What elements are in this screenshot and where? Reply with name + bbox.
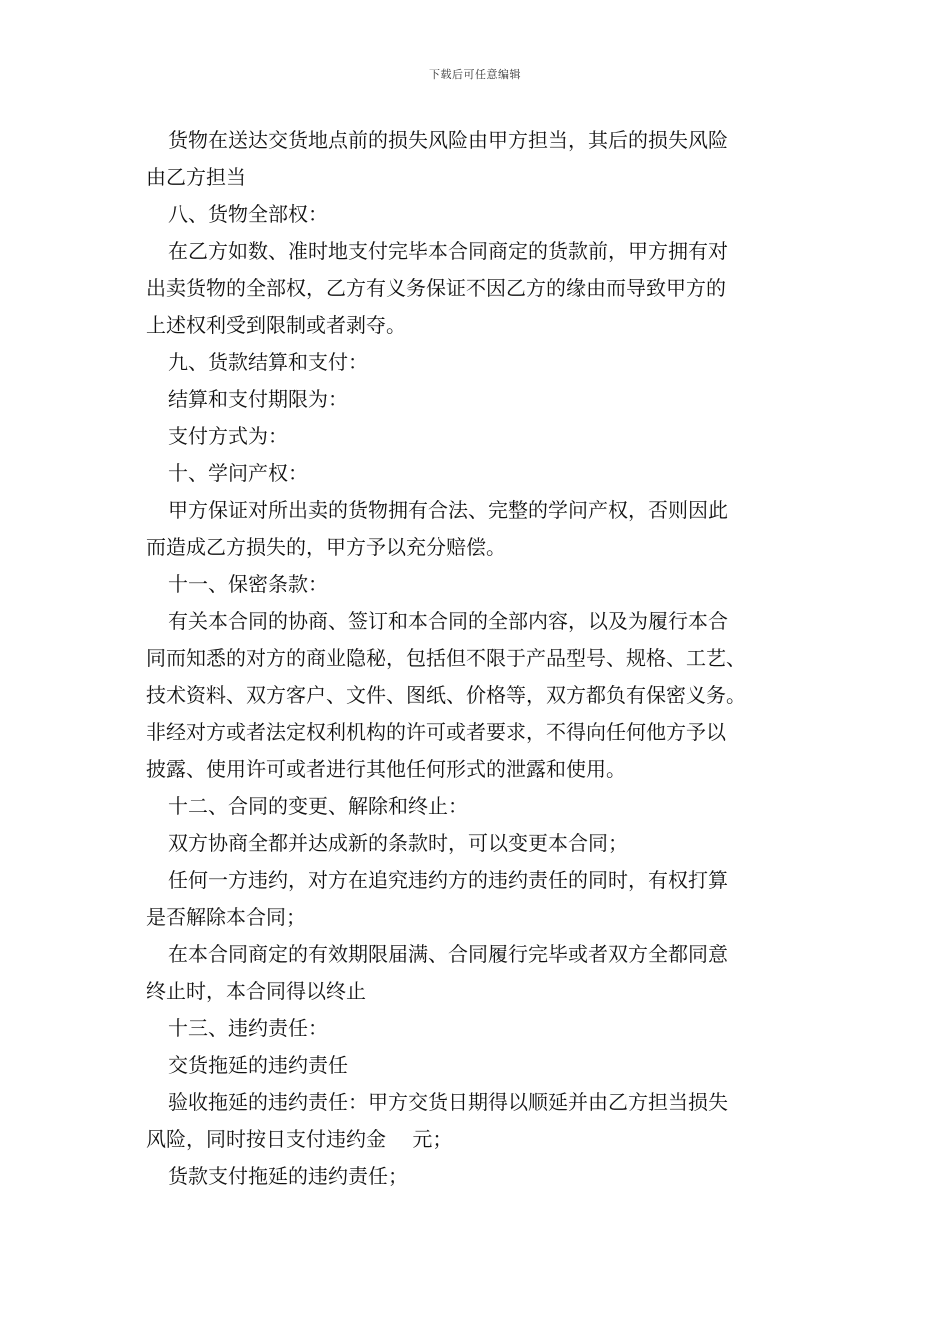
- text-line: 任何一方违约，对方在追究违约方的违约责任的同时，有权打算: [168, 868, 728, 892]
- section-heading: 九、货款结算和支付：: [168, 350, 368, 374]
- text-line: 技术资料、双方客户、文件、图纸、价格等，双方都负有保密义务。: [146, 683, 746, 707]
- text-line: 结算和支付期限为：: [168, 387, 348, 411]
- text-line: 由乙方担当: [146, 165, 246, 189]
- text-line: 披露、使用许可或者进行其他任何形式的泄露和使用。: [146, 757, 626, 781]
- page-header: 下载后可任意编辑: [429, 68, 521, 81]
- document-body: [146, 122, 826, 1195]
- section-heading: 十、学问产权：: [168, 461, 308, 485]
- text-line: 双方协商全都并达成新的条款时，可以变更本合同；: [168, 831, 628, 855]
- text-line: 终止时，本合同得以终止: [146, 979, 366, 1003]
- text-line: 交货拖延的违约责任: [168, 1053, 348, 1077]
- section-heading: 八、货物全部权：: [168, 202, 328, 226]
- text-line: 验收拖延的违约责任：甲方交货日期得以顺延并由乙方担当损失: [168, 1090, 728, 1114]
- text-line: 在乙方如数、准时地支付完毕本合同商定的货款前，甲方拥有对: [168, 239, 728, 263]
- section-heading: 十三、违约责任：: [168, 1016, 328, 1040]
- text-line: 风险，同时按日支付违约金 元；: [146, 1127, 453, 1151]
- text-line: 上述权利受到限制或者剥夺。: [146, 313, 406, 337]
- text-line: 货款支付拖延的违约责任；: [168, 1164, 408, 1188]
- text-line: 出卖货物的全部权，乙方有义务保证不因乙方的缘由而导致甲方的: [146, 276, 726, 300]
- text-line: 甲方保证对所出卖的货物拥有合法、完整的学问产权，否则因此: [168, 498, 728, 522]
- text-line: 是否解除本合同；: [146, 905, 306, 929]
- section-heading: 十二、合同的变更、解除和终止：: [168, 794, 468, 818]
- text-line: 货物在送达交货地点前的损失风险由甲方担当，其后的损失风险: [168, 128, 728, 152]
- text-line: 在本合同商定的有效期限届满、合同履行完毕或者双方全都同意: [168, 942, 728, 966]
- text-line: 有关本合同的协商、签订和本合同的全部内容，以及为履行本合: [168, 609, 728, 633]
- text-line: 非经对方或者法定权利机构的许可或者要求，不得向任何他方予以: [146, 720, 726, 744]
- text-line: 而造成乙方损失的，甲方予以充分赔偿。: [146, 535, 506, 559]
- section-heading: 十一、保密条款：: [168, 572, 328, 596]
- text-line: 支付方式为：: [168, 424, 288, 448]
- text-line: 同而知悉的对方的商业隐秘，包括但不限于产品型号、规格、工艺、: [146, 646, 746, 670]
